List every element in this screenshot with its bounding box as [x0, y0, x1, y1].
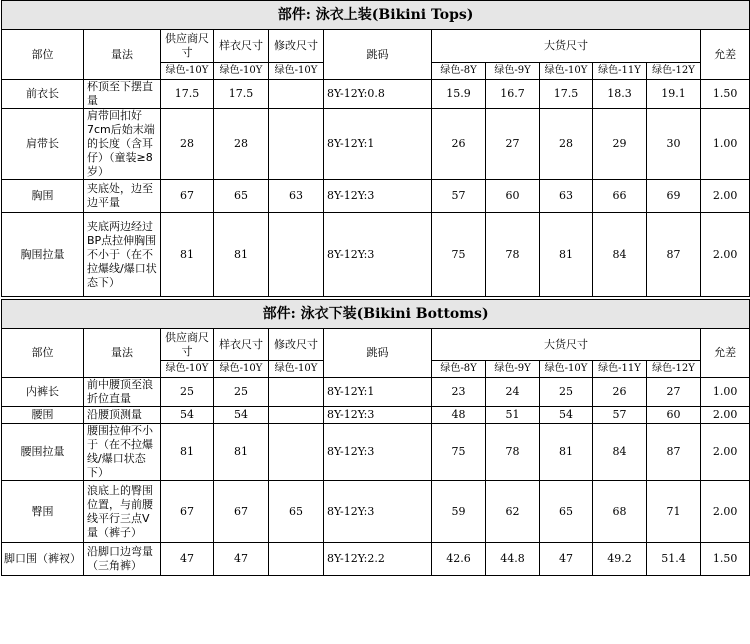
cell-grading: 8Y-12Y:1 [324, 378, 432, 407]
cell-bulk-size: 47 [540, 543, 593, 576]
cell-tolerance: 1.50 [701, 543, 750, 576]
cell-sample-size: 81 [214, 424, 269, 481]
cell-bulk-size: 28 [540, 109, 593, 180]
cell-tolerance: 1.00 [701, 378, 750, 407]
cell-bulk-size: 68 [593, 481, 647, 543]
table-row [2, 80, 750, 109]
cell-bulk-size: 78 [486, 213, 540, 297]
cell-supplier-size: 17.5 [161, 80, 214, 109]
table-row [2, 378, 750, 407]
cell-supplier-size: 67 [161, 180, 214, 213]
cell-bulk-size: 59 [432, 481, 486, 543]
cell-bulk-size: 75 [432, 213, 486, 297]
header-tolerance: 允差 [701, 30, 750, 80]
cell-bulk-size: 84 [593, 424, 647, 481]
table-row [2, 109, 750, 180]
cell-bulk-size: 26 [432, 109, 486, 180]
header-supplier-size: 供应商尺寸 [161, 30, 214, 63]
cell-sample-size: 65 [214, 180, 269, 213]
cell-position: 腰围 [2, 407, 84, 424]
cell-grading: 8Y-12Y:1 [324, 109, 432, 180]
header-grading: 跳码 [324, 30, 432, 80]
table-row [2, 543, 750, 576]
cell-supplier-size: 47 [161, 543, 214, 576]
table-row [2, 407, 750, 424]
cell-bulk-size: 63 [540, 180, 593, 213]
cell-sample-size: 67 [214, 481, 269, 543]
header-position: 部位 [2, 30, 84, 80]
cell-position: 脚口围（裤衩） [2, 543, 84, 576]
subheader-bulk-size: 绿色-9Y [486, 361, 540, 378]
cell-tolerance: 2.00 [701, 407, 750, 424]
cell-bulk-size: 27 [647, 378, 701, 407]
subheader-bulk-size: 绿色-11Y [593, 361, 647, 378]
subheader-sample: 绿色-10Y [214, 361, 269, 378]
subheader-bulk-size: 绿色-10Y [540, 361, 593, 378]
cell-sample-size: 81 [214, 213, 269, 297]
cell-bulk-size: 15.9 [432, 80, 486, 109]
subheader-bulk-size: 绿色-8Y [432, 361, 486, 378]
cell-bulk-size: 44.8 [486, 543, 540, 576]
cell-bulk-size: 26 [593, 378, 647, 407]
cell-bulk-size: 84 [593, 213, 647, 297]
cell-bulk-size: 51 [486, 407, 540, 424]
header-sample-size: 样衣尺寸 [214, 329, 269, 361]
cell-sample-size: 47 [214, 543, 269, 576]
cell-modified-size [269, 543, 324, 576]
cell-method: 肩带回扣好7cm后始末端的长度（含耳仔）（童装≥8岁） [84, 109, 161, 180]
cell-method: 杯顶至下摆直量 [84, 80, 161, 109]
cell-position: 肩带长 [2, 109, 84, 180]
cell-bulk-size: 60 [486, 180, 540, 213]
cell-grading: 8Y-12Y:3 [324, 407, 432, 424]
cell-sample-size: 28 [214, 109, 269, 180]
header-method: 量法 [84, 329, 161, 378]
header-position: 部位 [2, 329, 84, 378]
subheader-sample: 绿色-10Y [214, 63, 269, 80]
subheader-supplier: 绿色-10Y [161, 361, 214, 378]
cell-bulk-size: 66 [593, 180, 647, 213]
cell-supplier-size: 25 [161, 378, 214, 407]
cell-supplier-size: 28 [161, 109, 214, 180]
cell-position: 内裤长 [2, 378, 84, 407]
cell-bulk-size: 69 [647, 180, 701, 213]
cell-method: 浪底上的臀围位置，与前腰线平行三点V量（裤子） [84, 481, 161, 543]
subheader-bulk-size: 绿色-10Y [540, 63, 593, 80]
cell-supplier-size: 54 [161, 407, 214, 424]
header-modified-size: 修改尺寸 [269, 329, 324, 361]
cell-modified-size: 63 [269, 180, 324, 213]
cell-modified-size [269, 80, 324, 109]
cell-bulk-size: 54 [540, 407, 593, 424]
table-row [2, 481, 750, 543]
cell-grading: 8Y-12Y:3 [324, 213, 432, 297]
section-title: 部件: 泳衣上装(Bikini Tops) [2, 1, 750, 30]
cell-bulk-size: 49.2 [593, 543, 647, 576]
cell-position: 腰围拉量 [2, 424, 84, 481]
subheader-bulk-size: 绿色-9Y [486, 63, 540, 80]
cell-bulk-size: 57 [593, 407, 647, 424]
cell-tolerance: 2.00 [701, 424, 750, 481]
cell-grading: 8Y-12Y:3 [324, 180, 432, 213]
cell-method: 夹底处，边至边平量 [84, 180, 161, 213]
cell-bulk-size: 23 [432, 378, 486, 407]
cell-bulk-size: 81 [540, 424, 593, 481]
subheader-bulk-size: 绿色-12Y [647, 361, 701, 378]
header-grading: 跳码 [324, 329, 432, 378]
subheader-modified: 绿色-10Y [269, 361, 324, 378]
cell-bulk-size: 57 [432, 180, 486, 213]
cell-bulk-size: 75 [432, 424, 486, 481]
cell-modified-size [269, 213, 324, 297]
cell-bulk-size: 25 [540, 378, 593, 407]
subheader-bulk-size: 绿色-11Y [593, 63, 647, 80]
cell-position: 臀围 [2, 481, 84, 543]
cell-grading: 8Y-12Y:3 [324, 481, 432, 543]
cell-bulk-size: 48 [432, 407, 486, 424]
table-row [2, 213, 750, 297]
cell-grading: 8Y-12Y:2.2 [324, 543, 432, 576]
cell-tolerance: 2.00 [701, 213, 750, 297]
cell-supplier-size: 81 [161, 213, 214, 297]
cell-supplier-size: 67 [161, 481, 214, 543]
cell-bulk-size: 16.7 [486, 80, 540, 109]
cell-bulk-size: 19.1 [647, 80, 701, 109]
cell-method: 夹底两边经过BP点拉伸胸围不小于（在不拉爆线/爆口状态下） [84, 213, 161, 297]
cell-sample-size: 25 [214, 378, 269, 407]
cell-grading: 8Y-12Y:0.8 [324, 80, 432, 109]
cell-bulk-size: 17.5 [540, 80, 593, 109]
header-tolerance: 允差 [701, 329, 750, 378]
table-row [2, 424, 750, 481]
header-supplier-size: 供应商尺寸 [161, 329, 214, 361]
cell-modified-size [269, 378, 324, 407]
header-method: 量法 [84, 30, 161, 80]
cell-bulk-size: 62 [486, 481, 540, 543]
cell-bulk-size: 87 [647, 213, 701, 297]
cell-bulk-size: 65 [540, 481, 593, 543]
cell-bulk-size: 71 [647, 481, 701, 543]
header-bulk-size: 大货尺寸 [432, 30, 701, 63]
cell-method: 沿脚口边弯量（三角裤） [84, 543, 161, 576]
subheader-bulk-size: 绿色-8Y [432, 63, 486, 80]
cell-modified-size [269, 424, 324, 481]
header-sample-size: 样衣尺寸 [214, 30, 269, 63]
cell-supplier-size: 81 [161, 424, 214, 481]
spec-sheet-table [1, 0, 750, 576]
cell-modified-size [269, 109, 324, 180]
subheader-supplier: 绿色-10Y [161, 63, 214, 80]
cell-method: 沿腰顶测量 [84, 407, 161, 424]
cell-bulk-size: 60 [647, 407, 701, 424]
section-title: 部件: 泳衣下装(Bikini Bottoms) [2, 300, 750, 329]
table-row [2, 180, 750, 213]
cell-method: 前中腰顶至浪折位直量 [84, 378, 161, 407]
cell-grading: 8Y-12Y:3 [324, 424, 432, 481]
cell-modified-size [269, 407, 324, 424]
header-modified-size: 修改尺寸 [269, 30, 324, 63]
cell-tolerance: 2.00 [701, 180, 750, 213]
cell-position: 胸围 [2, 180, 84, 213]
cell-method: 腰围拉伸不小于（在不拉爆线/爆口状态下） [84, 424, 161, 481]
cell-bulk-size: 87 [647, 424, 701, 481]
cell-bulk-size: 78 [486, 424, 540, 481]
cell-sample-size: 17.5 [214, 80, 269, 109]
cell-sample-size: 54 [214, 407, 269, 424]
cell-tolerance: 1.50 [701, 80, 750, 109]
cell-bulk-size: 29 [593, 109, 647, 180]
cell-bulk-size: 24 [486, 378, 540, 407]
subheader-bulk-size: 绿色-12Y [647, 63, 701, 80]
cell-bulk-size: 81 [540, 213, 593, 297]
cell-bulk-size: 51.4 [647, 543, 701, 576]
cell-position: 胸围拉量 [2, 213, 84, 297]
cell-tolerance: 2.00 [701, 481, 750, 543]
cell-modified-size: 65 [269, 481, 324, 543]
cell-bulk-size: 27 [486, 109, 540, 180]
subheader-modified: 绿色-10Y [269, 63, 324, 80]
cell-bulk-size: 30 [647, 109, 701, 180]
cell-tolerance: 1.00 [701, 109, 750, 180]
cell-bulk-size: 18.3 [593, 80, 647, 109]
cell-bulk-size: 42.6 [432, 543, 486, 576]
header-bulk-size: 大货尺寸 [432, 329, 701, 361]
cell-position: 前衣长 [2, 80, 84, 109]
